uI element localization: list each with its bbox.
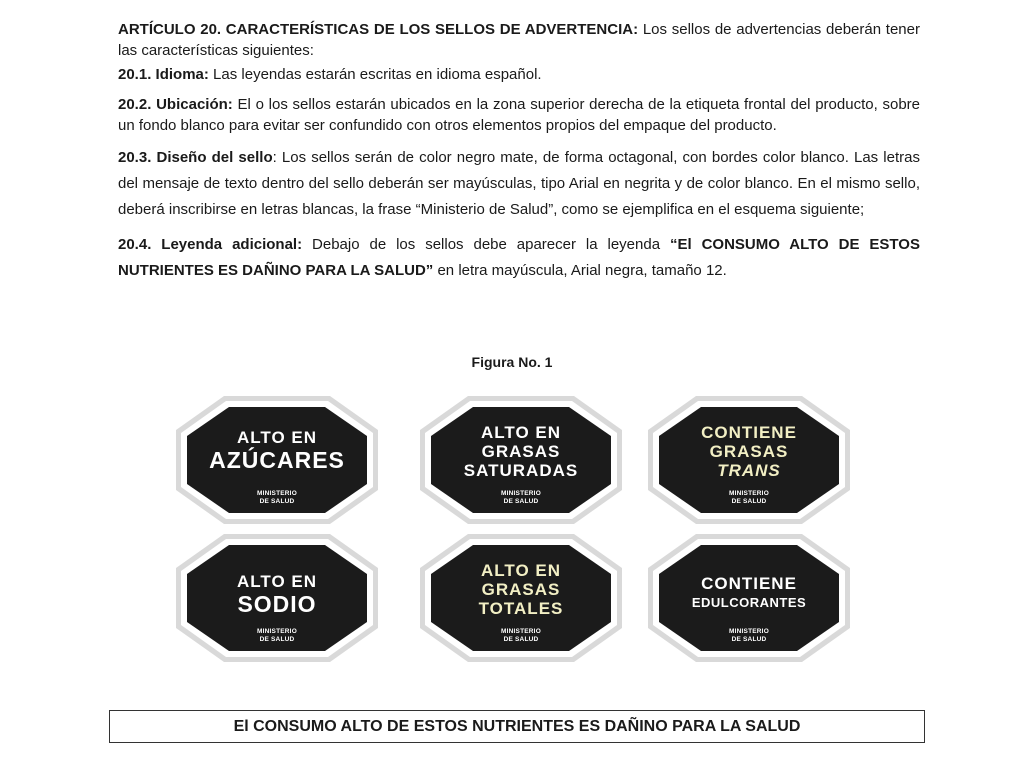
section-text: Las leyendas estarán escritas en idioma español. [208,66,542,83]
seal-line: SODIO [237,591,317,617]
ministry-line: DE SALUD [731,636,767,643]
seal-line: TRANS [717,461,781,480]
article-heading-paragraph [118,19,920,61]
seal-line: ALTO EN [480,561,562,580]
ministry-line: MINISTERIO [729,490,769,497]
section-label: 20.3. Diseño del sello [118,149,273,166]
section-20-3 [118,145,920,223]
section-20-1 [118,64,920,85]
section-label: 20.4. Leyenda adicional: [118,236,303,253]
seal-line: CONTIENE [701,574,797,593]
ministry-line: MINISTERIO [729,628,769,635]
seal-ministry [642,490,856,506]
ministry-line: DE SALUD [731,498,767,505]
seal-contiene-grasas-trans [642,390,856,530]
seal-line: CONTIENE [701,423,797,442]
seal-contiene-edulcorantes [642,528,856,668]
section-20-4 [118,232,920,284]
seal-alto-en-sodio [170,528,384,668]
footer-legend: El CONSUMO ALTO DE ESTOS NUTRIENTES ES DAÑINO PARA LA SALUD [233,717,801,735]
seal-text [642,574,856,612]
section-text: Debajo de los sellos debe aparecer la leyenda [302,236,670,253]
seal-ministry [170,490,384,506]
article-intro: Los sellos de advertencias deberán tener las características siguientes: [118,21,920,59]
section-text-after: en letra mayúscula, Arial negra, tamaño 12. [433,262,727,279]
figure-caption: Figura No. 1 [471,354,553,370]
section-label: 20.1. Idioma: [118,66,209,83]
warning-seals-figure [170,390,870,680]
section-label: 20.2. Ubicación: [118,96,233,113]
footer-legend-box [109,710,925,743]
seal-text [414,423,628,480]
seal-ministry [642,628,856,644]
section-quote: “El CONSUMO ALTO DE ESTOS NUTRIENTES ES DAÑINO PARA LA SALUD” [118,236,920,279]
seal-text [170,572,384,617]
ministry-line: DE SALUD [503,498,539,505]
seal-text [642,423,856,480]
seal-line: TOTALES [478,599,564,618]
seal-line: AZÚCARES [209,447,345,473]
seal-line: ALTO EN [236,572,318,591]
ministry-line: MINISTERIO [257,628,297,635]
article-heading: ARTÍCULO 20. CARACTERÍSTICAS DE LOS SELLOS DE ADVERTENCIA: [118,21,639,38]
ministry-line: MINISTERIO [257,490,297,497]
seal-line: GRASAS [481,442,561,461]
seal-alto-en-grasas-saturadas [414,390,628,530]
ministry-line: DE SALUD [259,498,295,505]
seal-line: SATURADAS [463,461,579,480]
seal-line: GRASAS [481,580,561,599]
ministry-line: MINISTERIO [501,490,541,497]
seal-line: ALTO EN [236,428,318,447]
ministry-line: MINISTERIO [501,628,541,635]
seal-alto-en-azucares [170,390,384,530]
section-text: : Los sellos serán de color negro mate, de forma octagonal, con bordes color blanco. Las letras del mensaje de texto dentro del sello deberán ser mayúsculas, tipo Arial en negrita y de color blanco. En el mismo sello, deberá inscribirse en letras blancas, la frase “Ministerio de Salud”, como se ejemplifica en el esquema siguiente; [118,149,920,218]
seal-text [414,561,628,618]
ministry-line: DE SALUD [503,636,539,643]
section-text: El o los sellos estarán ubicados en la zona superior derecha de la etiqueta frontal del producto, sobre un fondo blanco para evitar ser confundido con otros elementos propios del empaque del producto. [118,96,920,134]
seal-line: ALTO EN [480,423,562,442]
seal-ministry [414,490,628,506]
seal-ministry [414,628,628,644]
article-text [118,19,920,284]
seal-ministry [170,628,384,644]
seal-line: GRASAS [709,442,789,461]
seal-text [170,428,384,473]
seal-line: EDULCORANTES [691,595,807,610]
ministry-line: DE SALUD [259,636,295,643]
seal-alto-en-grasas-totales [414,528,628,668]
section-20-2 [118,94,920,136]
